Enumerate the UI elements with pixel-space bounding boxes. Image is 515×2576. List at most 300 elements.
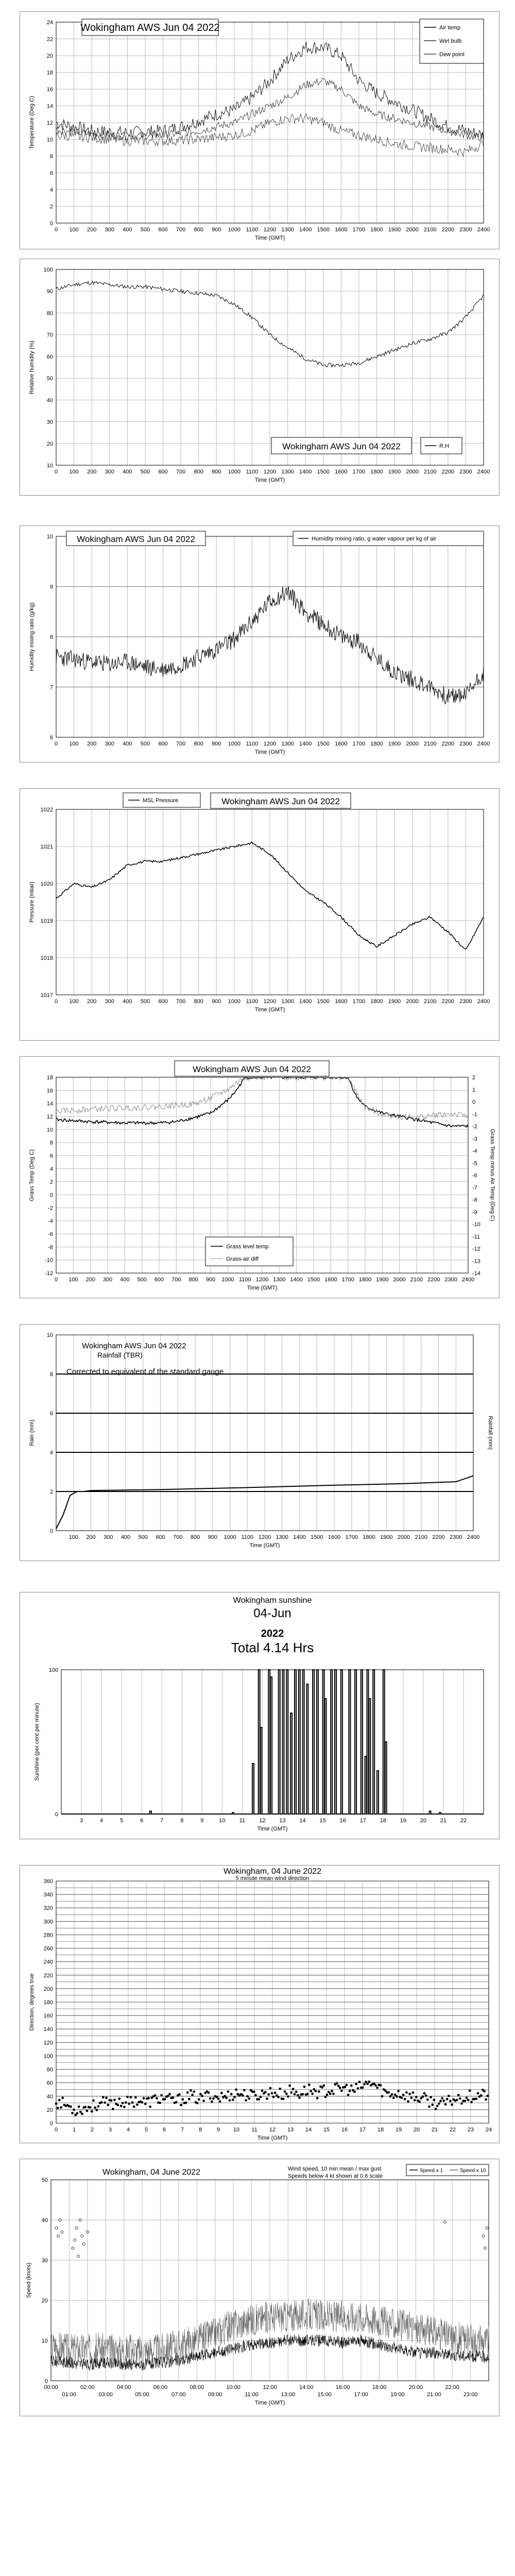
direction-point: [185, 2102, 187, 2104]
x-tick-label: 2200: [441, 469, 455, 475]
x-tick-label: 1400: [299, 227, 312, 233]
direction-point: [212, 2097, 215, 2100]
direction-point: [219, 2100, 221, 2103]
x-tick-label: 17: [359, 1818, 366, 1824]
temperature-chart: [20, 11, 500, 249]
x-tick-label: 00:00: [44, 2384, 58, 2391]
x-tick-label: 19: [400, 1818, 406, 1824]
y-tick-label: 22: [46, 36, 53, 43]
direction-point: [414, 2099, 416, 2102]
direction-point: [315, 2090, 317, 2093]
y-tick-label: 10: [46, 1332, 53, 1338]
direction-point: [350, 2084, 353, 2087]
x-tick-label: 2100: [424, 741, 437, 747]
direction-point: [298, 2096, 301, 2099]
x-tick-label: 1000: [228, 227, 241, 233]
y-tick-label: 20: [46, 53, 53, 59]
y-tick-label: 0: [55, 1811, 58, 1818]
y-tick-label: 10: [46, 534, 53, 540]
x-tick-label: 1900: [380, 1534, 393, 1540]
direction-point: [318, 2090, 320, 2093]
direction-point: [126, 2096, 129, 2098]
x-tick-label: 300: [105, 998, 114, 1005]
x-tick-label: 1200: [258, 1534, 271, 1540]
x-tick-label: 1100: [238, 1277, 251, 1283]
direction-point: [329, 2093, 332, 2095]
x-tick-label: 7: [160, 1818, 164, 1824]
x-tick-label: 20: [420, 1818, 426, 1824]
direction-point: [73, 2109, 75, 2111]
x-tick-label: 1800: [370, 227, 383, 233]
x-tick-label: 300: [105, 469, 114, 475]
y2-tick-label: -9: [472, 1209, 477, 1216]
direction-point: [392, 2096, 395, 2099]
direction-point: [368, 2080, 371, 2083]
x-tick-label: 700: [176, 227, 186, 233]
x-tick-label: 2100: [415, 1534, 427, 1540]
direction-point: [118, 2097, 121, 2100]
direction-point: [430, 2096, 432, 2098]
direction-point: [365, 2081, 367, 2083]
y-tick-label: 1018: [40, 955, 53, 961]
x-tick-label: 0: [54, 1277, 58, 1283]
direction-point: [408, 2093, 411, 2095]
direction-point: [168, 2093, 171, 2095]
sunshine-chart: [20, 1592, 500, 1839]
y2-tick-label: -11: [472, 1233, 480, 1240]
direction-point: [254, 2094, 257, 2096]
direction-point: [215, 2096, 218, 2098]
y-tick-label: 8: [49, 1371, 53, 1378]
x-tick-label: 23:00: [463, 2392, 478, 2398]
x-tick-label: 01:00: [62, 2392, 77, 2398]
x-tick-label: 1800: [363, 1534, 375, 1540]
x-tick-label: 1600: [335, 469, 348, 475]
x-tick-label: 1800: [370, 469, 383, 475]
direction-point: [460, 2102, 463, 2105]
direction-point: [311, 2093, 314, 2095]
x-tick-label: 11: [251, 2127, 258, 2133]
direction-point: [248, 2097, 250, 2100]
direction-point: [340, 2090, 343, 2092]
direction-point: [154, 2094, 157, 2097]
direction-point: [444, 2103, 447, 2106]
y-tick-label: 180: [43, 1999, 53, 2006]
y-tick-label: 120: [43, 2040, 53, 2046]
pressure-chart: [20, 788, 500, 1041]
x-tick-label: 9: [216, 2127, 220, 2133]
direction-point: [112, 2108, 114, 2110]
x-tick-label: 9: [200, 1818, 204, 1824]
x-tick-label: 0: [54, 227, 58, 233]
y2-tick-label: -12: [472, 1246, 480, 1252]
direction-point: [144, 2103, 147, 2105]
x-tick-label: 800: [190, 1534, 200, 1540]
x-tick-label: 1800: [370, 741, 383, 747]
direction-point: [435, 2108, 437, 2110]
direction-point: [245, 2099, 247, 2102]
x-tick-label: 400: [123, 741, 132, 747]
y2-tick-label: -1: [472, 1111, 477, 1118]
direction-point: [415, 2096, 418, 2098]
direction-point: [89, 2106, 92, 2109]
direction-point: [279, 2088, 281, 2090]
x-tick-label: 1600: [324, 1277, 337, 1283]
direction-point: [308, 2083, 311, 2086]
x-tick-label: 900: [212, 227, 221, 233]
y-tick-label: 30: [46, 419, 53, 426]
x-tick-label: 2: [90, 2127, 94, 2133]
direction-point: [134, 2096, 137, 2099]
direction-point: [233, 2096, 236, 2098]
x-tick-label: 100: [68, 1534, 78, 1540]
x-tick-label: 1000: [221, 1277, 234, 1283]
direction-point: [235, 2089, 237, 2091]
direction-point: [446, 2098, 449, 2100]
y-axis-label: Humidity mixing ratio (g/kg): [29, 602, 35, 671]
direction-point: [125, 2102, 127, 2104]
x-tick-label: 1700: [352, 998, 366, 1005]
direction-point: [418, 2100, 421, 2103]
y-tick-label: 4: [49, 187, 53, 193]
x-tick-label: 400: [123, 469, 132, 475]
x-tick-label: 1500: [317, 741, 330, 747]
x-tick-label: 15: [323, 2127, 330, 2133]
chart-title: Wokingham sunshine: [233, 1596, 312, 1605]
direction-point: [160, 2094, 163, 2097]
gust-point: [484, 2247, 486, 2249]
direction-point: [396, 2095, 398, 2098]
direction-point: [469, 2090, 471, 2092]
x-tick-label: 1800: [370, 998, 383, 1005]
y-tick-label: -4: [48, 1218, 53, 1225]
direction-point: [358, 2081, 361, 2083]
x-tick-label: 700: [176, 469, 186, 475]
direction-point: [149, 2106, 151, 2108]
legend-label: R.H: [439, 443, 449, 449]
direction-point: [246, 2095, 249, 2098]
direction-point: [180, 2104, 182, 2106]
x-tick-label: 1400: [299, 998, 312, 1005]
x-tick-label: 8: [198, 2127, 202, 2133]
x-tick-label: 08:00: [190, 2384, 204, 2391]
legend-label: Speed x 1: [420, 2168, 443, 2174]
x-tick-label: 0: [54, 469, 58, 475]
direction-point: [397, 2090, 400, 2092]
x-tick-label: 1300: [281, 998, 294, 1005]
pressure-chart-svg: [20, 789, 500, 1041]
direction-point: [401, 2097, 403, 2099]
x-tick-label: 500: [137, 1277, 147, 1283]
y-tick-label: 50: [41, 2177, 48, 2183]
direction-point: [292, 2088, 295, 2090]
direction-point: [78, 2106, 80, 2108]
direction-point: [485, 2098, 487, 2101]
y-tick-label: 10: [46, 1127, 53, 1133]
x-tick-label: 19: [395, 2127, 402, 2133]
y-tick-label: 300: [43, 1919, 53, 1925]
direction-point: [271, 2092, 273, 2095]
x-tick-label: 600: [158, 998, 168, 1005]
x-tick-label: 600: [156, 1534, 165, 1540]
x-tick-label: 500: [140, 469, 150, 475]
y-tick-label: 0: [49, 221, 53, 227]
direction-point: [202, 2099, 205, 2102]
gust-point: [486, 2227, 488, 2229]
gust-point: [482, 2235, 485, 2238]
chart-title: Wokingham, 04 June 2022: [102, 2168, 201, 2177]
direction-point: [449, 2100, 452, 2103]
direction-point: [407, 2100, 409, 2103]
gust-point: [444, 2221, 447, 2223]
x-tick-label: 700: [171, 1277, 181, 1283]
mixing-ratio-chart-svg: [20, 526, 500, 763]
direction-point: [394, 2093, 397, 2096]
x-tick-label: 400: [120, 1277, 130, 1283]
direction-point: [425, 2094, 427, 2097]
y2-tick-label: -7: [472, 1184, 477, 1191]
x-tick-label: 300: [102, 1277, 113, 1283]
x-tick-label: 1500: [311, 1534, 323, 1540]
direction-point: [380, 2084, 382, 2087]
direction-point: [336, 2082, 338, 2084]
x-tick-label: 800: [194, 741, 203, 747]
x-tick-label: 300: [105, 227, 114, 233]
x-tick-label: 15: [319, 1818, 326, 1824]
direction-point: [156, 2097, 158, 2099]
direction-point: [95, 2109, 98, 2111]
direction-point: [297, 2094, 299, 2097]
x-tick-label: 14:00: [299, 2384, 314, 2391]
direction-point: [261, 2090, 264, 2092]
y2-axis-label: Grass Temp minus Air Temp (Deg C): [489, 1129, 495, 1222]
x-axis-label: Time (GMT): [254, 749, 285, 755]
y-tick-label: 6: [49, 170, 53, 177]
x-tick-label: 100: [69, 998, 79, 1005]
rainfall-chart: [20, 1324, 500, 1561]
x-tick-label: 19:00: [390, 2392, 405, 2398]
direction-point: [438, 2103, 440, 2105]
direction-point: [116, 2104, 119, 2106]
direction-point: [191, 2094, 194, 2096]
direction-point: [337, 2084, 340, 2087]
direction-point: [131, 2102, 134, 2104]
x-tick-label: 14: [305, 2127, 312, 2133]
x-tick-label: 1: [72, 2127, 76, 2133]
direction-point: [55, 2103, 58, 2105]
x-tick-label: 10:00: [226, 2384, 241, 2391]
direction-point: [264, 2091, 267, 2093]
x-tick-label: 2100: [424, 469, 437, 475]
x-tick-label: 1100: [246, 741, 259, 747]
y-tick-label: 100: [48, 1667, 58, 1673]
direction-point: [410, 2096, 413, 2099]
x-tick-label: 1000: [224, 1534, 236, 1540]
x-tick-label: 100: [69, 227, 79, 233]
direction-point: [326, 2094, 329, 2096]
x-tick-label: 17: [359, 2127, 366, 2133]
y-tick-label: 8: [49, 1140, 53, 1146]
direction-point: [467, 2099, 470, 2102]
direction-point: [230, 2093, 233, 2095]
gust-point: [82, 2243, 85, 2245]
x-tick-label: 18: [380, 1818, 386, 1824]
direction-point: [104, 2102, 106, 2104]
y-tick-label: 1017: [40, 992, 53, 998]
x-tick-label: 1300: [281, 741, 294, 747]
x-tick-label: 1200: [255, 1277, 269, 1283]
direction-point: [284, 2090, 286, 2093]
direction-point: [260, 2096, 262, 2098]
direction-point: [243, 2089, 246, 2092]
x-tick-label: 700: [173, 1534, 183, 1540]
direction-point: [130, 2096, 132, 2098]
x-tick-label: 1600: [335, 227, 348, 233]
x-tick-label: 4: [100, 1818, 104, 1824]
x-tick-label: 2400: [477, 998, 490, 1005]
direction-point: [70, 2106, 72, 2108]
chart-total: Total 4.14 Hrs: [231, 1640, 314, 1655]
direction-point: [86, 2110, 89, 2112]
y2-tick-label: -8: [472, 1197, 477, 1204]
x-tick-label: 200: [86, 1534, 96, 1540]
x-tick-label: 18:00: [372, 2384, 387, 2391]
x-tick-label: 2000: [397, 1534, 410, 1540]
y2-tick-label: -2: [472, 1124, 477, 1130]
direction-point: [217, 2097, 220, 2100]
direction-point: [456, 2099, 458, 2102]
direction-point: [229, 2099, 231, 2102]
direction-point: [225, 2097, 228, 2099]
direction-point: [381, 2095, 384, 2098]
direction-point: [405, 2091, 408, 2094]
y-tick-label: 10: [41, 2338, 48, 2344]
x-tick-label: 1200: [263, 998, 277, 1005]
direction-point: [313, 2088, 315, 2091]
x-tick-label: 22: [449, 2127, 456, 2133]
x-tick-label: 05:00: [135, 2392, 149, 2398]
y-tick-label: 0: [49, 2121, 53, 2127]
wind-speed-chart-svg: [20, 2159, 500, 2417]
x-axis-label: Time (GMT): [254, 1007, 285, 1013]
direction-point: [459, 2097, 461, 2100]
y-tick-label: 200: [43, 1986, 53, 1992]
x-tick-label: 300: [105, 741, 114, 747]
x-tick-label: 20:00: [408, 2384, 423, 2391]
chart-title: Wokingham, 04 June 2022: [223, 1867, 322, 1876]
x-tick-label: 12:00: [263, 2384, 277, 2391]
direction-point: [267, 2093, 270, 2096]
x-tick-label: 12: [269, 2127, 276, 2133]
y-tick-label: -10: [45, 1257, 53, 1264]
y-tick-label: 220: [43, 1972, 53, 1979]
x-tick-label: 2400: [477, 741, 490, 747]
x-tick-label: 400: [121, 1534, 131, 1540]
direction-point: [376, 2087, 379, 2089]
y-tick-label: 0: [49, 1528, 53, 1534]
x-tick-label: 900: [205, 1277, 216, 1283]
x-axis-label: Time (GMT): [254, 477, 285, 483]
x-tick-label: 700: [176, 741, 186, 747]
direction-point: [344, 2086, 346, 2089]
y2-tick-label: -14: [472, 1270, 480, 1277]
direction-point: [208, 2091, 210, 2094]
x-tick-label: 2100: [424, 227, 437, 233]
y-tick-label: 16: [46, 87, 53, 93]
grass-temp-chart-svg: [20, 1057, 500, 1299]
direction-point: [107, 2104, 109, 2106]
direction-point: [439, 2100, 442, 2103]
y-tick-label: 100: [43, 2053, 53, 2060]
direction-point: [448, 2095, 450, 2097]
direction-point: [487, 2095, 489, 2097]
x-tick-label: 7: [180, 2127, 184, 2133]
legend-label: Grass level temp: [226, 1244, 269, 1250]
y-tick-label: 280: [43, 1932, 53, 1939]
y-tick-label: 320: [43, 1905, 53, 1912]
x-tick-label: 1100: [246, 998, 259, 1005]
y-tick-label: 8: [49, 154, 53, 160]
direction-point: [181, 2098, 184, 2101]
x-tick-label: 2000: [393, 1277, 406, 1283]
x-axis-label: Time (GMT): [257, 1826, 288, 1832]
direction-point: [442, 2099, 445, 2102]
x-tick-label: 900: [208, 1534, 217, 1540]
y-tick-label: 40: [46, 2093, 53, 2100]
direction-point: [97, 2105, 100, 2108]
direction-point: [188, 2098, 191, 2100]
x-tick-label: 07:00: [171, 2392, 186, 2398]
direction-point: [211, 2100, 213, 2103]
wind-direction-chart-svg: [20, 1866, 500, 2144]
x-tick-label: 10: [233, 2127, 240, 2133]
chart-title: Wokingham AWS Jun 04 2022: [82, 1342, 186, 1350]
direction-point: [105, 2097, 108, 2099]
x-tick-label: 1100: [241, 1534, 254, 1540]
x-tick-label: 1200: [263, 469, 277, 475]
direction-point: [60, 2106, 62, 2109]
x-tick-label: 800: [194, 227, 203, 233]
direction-point: [310, 2090, 312, 2092]
chart-title: Wokingham AWS Jun 04 2022: [282, 442, 401, 451]
y-tick-label: 18: [46, 70, 53, 76]
direction-point: [363, 2083, 366, 2086]
chart-subtitle: Rainfall (TBR): [97, 1351, 143, 1359]
x-tick-label: 2200: [441, 741, 455, 747]
x-axis-label: Time (GMT): [249, 1543, 280, 1549]
chart-annotation: Corrected to equivalent of the standard gauge: [66, 1367, 224, 1376]
x-tick-label: 17:00: [354, 2392, 368, 2398]
y-tick-label: 80: [46, 310, 53, 317]
direction-point: [91, 2110, 93, 2113]
x-tick-label: 2300: [459, 741, 472, 747]
legend-label: MSL Pressure: [143, 798, 179, 804]
chart-annotation: Speeds below 4 kt shown at 0.6 scale: [288, 2173, 383, 2179]
direction-point: [258, 2098, 260, 2100]
direction-point: [199, 2093, 202, 2095]
x-tick-label: 11:00: [245, 2392, 259, 2398]
y-tick-label: 40: [46, 397, 53, 404]
direction-point: [277, 2096, 280, 2098]
x-tick-label: 2400: [461, 1277, 475, 1283]
y-tick-label: 60: [46, 353, 53, 360]
direction-point: [290, 2091, 293, 2094]
direction-point: [242, 2094, 244, 2097]
x-tick-label: 100: [69, 469, 79, 475]
y-axis-label: Relative humidity (%): [29, 341, 35, 394]
direction-point: [143, 2097, 145, 2099]
x-axis-label: Time (GMT): [257, 2135, 288, 2141]
